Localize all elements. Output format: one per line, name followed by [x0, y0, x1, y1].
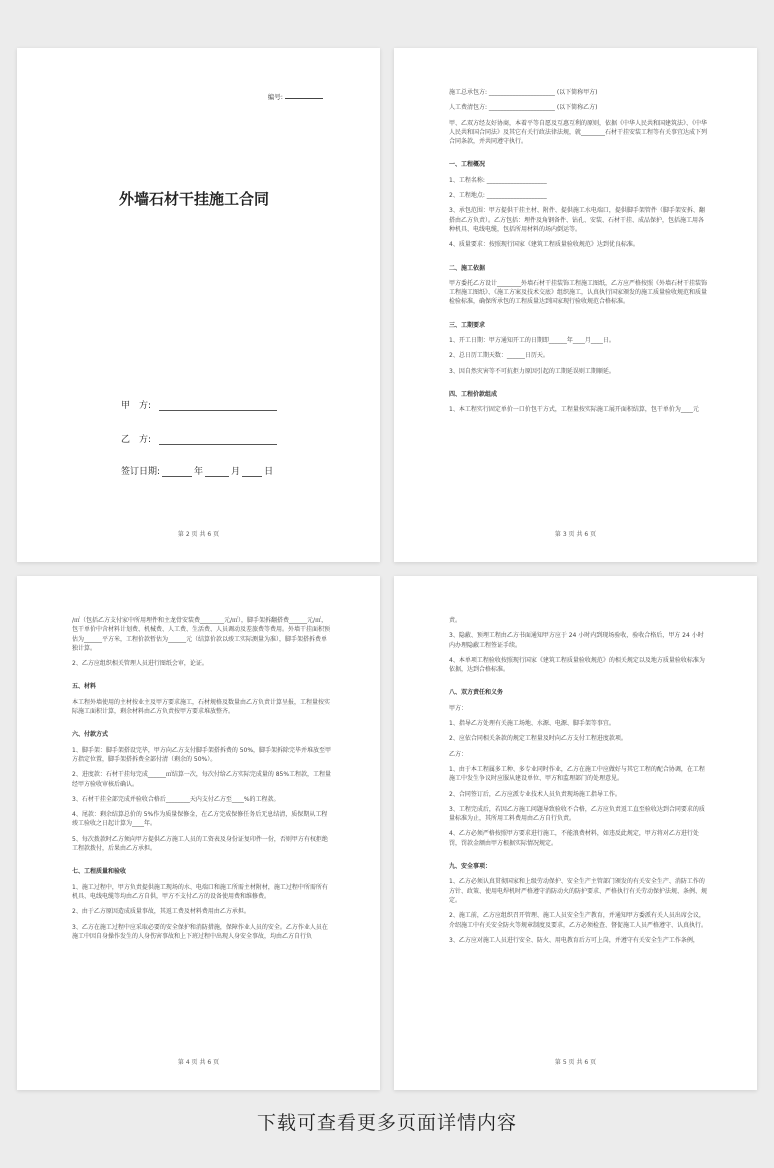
contract-number	[268, 92, 323, 101]
paragraph: 2、总日历工期天数：______日历天。	[449, 352, 549, 360]
paragraph: 2、进度款：石材干挂每完成______㎡结算一次，每次付给乙方实际完成量的 85%工程款，工程量经甲方验收审核后确认。	[72, 771, 332, 788]
party-b-label: 乙 方:	[121, 435, 152, 445]
paragraph: 4、本单项工程验收按照现行国家《建筑工程质量验收规范》的相关规定以及地方质量验收标准为依据，达到合格标准。	[449, 656, 705, 674]
paragraph: 2、乙方应组织相关管理人员进行图纸会审，论证。	[72, 660, 208, 668]
page-number: 第 5 页 共 6 页	[554, 1059, 597, 1066]
paragraph: 1、工程名称: ____________________	[449, 176, 547, 184]
download-caption: 下载可查看更多页面详情内容	[256, 1112, 517, 1134]
paragraph: 2、应依合同相关条款的规定工程量及时向乙方支付工程进度款项。	[449, 735, 627, 743]
month-label: 月	[231, 467, 241, 477]
paragraph: 甲方委托乙方设计________外墙石材干挂装饰工程施工图纸，乙方应严格按照《外墙石材干挂装饰工程施工图纸》、《施工方案及技术交底》组织施工，认真执行国家颁发的施工质量验收规范和质量检验标准，确保所承包的工程质量达到国家现行验收规范合格标准。	[449, 279, 708, 306]
section-heading: 三、工期要求	[449, 321, 486, 329]
section-heading: 二、施工依据	[449, 264, 486, 272]
sign-date-label: 签订日期:	[121, 467, 161, 477]
paragraph: 4、质量要求：按照现行国家《建筑工程质量验收规范》达到优良标准。	[449, 241, 639, 249]
paragraph: 施工总承包方: ______________________ (以下简称甲方)	[449, 89, 598, 96]
party-b-field	[121, 432, 277, 445]
paragraph: 2、施工前，乙方应组织召开管理、施工人员安全生产教育，并通知甲方委派有关人员出席会议，介绍施工中有关安全防火等规章制度及要求，乙方必须检查、督促施工人员严格遵守、认真执行。	[449, 912, 708, 929]
paragraph: 2、由于乙方原因造成质量事故，其返工费及材料费用由乙方承担。	[72, 908, 250, 916]
party-a-field	[121, 398, 277, 411]
section-heading: 四、工程价款组成	[449, 390, 498, 398]
page-5	[394, 576, 757, 1090]
party-a-label: 甲 方:	[121, 401, 152, 411]
paragraph: 4、乙方必须严格按照甲方要求进行施工，不能浪费材料，如违反此规定，甲方将对乙方进行处罚，罚款金额由甲方根据实际情况规定。	[449, 830, 699, 847]
contract-title: 外墙石材干挂施工合同	[119, 190, 270, 208]
section-heading: 五、材料	[72, 683, 97, 691]
paragraph: 责。	[449, 617, 462, 624]
paragraph: 1、由于本工程属多工种、多专业同时作业，乙方在施工中应做好与其它工程的配合协调，在工程施工中发生争议时应服从建设单位、甲方和监理部门的处理意见。	[449, 765, 705, 783]
paragraph: 3、隐蔽、预埋工程由乙方书面通知甲方应于 24 小时内到现场验收，验收合格后，甲方 24 小时内办理隐蔽工程签证手续。	[449, 632, 704, 649]
party-a-blank	[159, 402, 277, 411]
page-number: 第 4 页 共 6 页	[177, 1059, 220, 1066]
paragraph: 3、乙方应对施工人员进行安全、防火、用电教育后方可上岗，并遵守有关安全生产工作条例，	[449, 936, 699, 944]
paragraph: 4、尾款：剩余结算总价的 5%作为质量保修金，在乙方完成保修任务后无息结清，质保期从工程竣工验收之日起计算为____年。	[72, 811, 328, 828]
page-body	[72, 616, 332, 947]
page-body	[449, 616, 709, 951]
paragraph: 2、工程地点: ____________________	[449, 192, 547, 200]
section-heading: 八、双方责任和义务	[449, 689, 504, 697]
paragraph: 2、合同签订后，乙方应派专业技术人员负责现场施工指导工作。	[449, 790, 621, 798]
page-number: 第 3 页 共 6 页	[554, 531, 597, 538]
section-heading: 七、工程质量和验收	[72, 868, 127, 876]
paragraph: 3、承包范围：甲方提供干挂主材、附件、提供施工水电端口，提供脚手架管件（脚手架安拆、翻搭由乙方负责）。乙方包括：埋件及角钢备件、钻孔、安装、石材干挂、成品保护，包括施工用各种机具、电线电缆，包括所用材料的场内倒运等。	[449, 207, 705, 233]
paragraph: 甲、乙双方经友好协商，本着平等自愿及互惠互利的原则，依据《中华人民共和国建筑法》、《中华人民共和国合同法》及其它有关行政法律法规，就________石材干挂安装工程等有关事宜达成下列合同条款，并共同遵守执行。	[449, 119, 708, 146]
section-heading: 六、付款方式	[72, 731, 109, 739]
contract-number-blank	[285, 93, 323, 99]
paragraph: 甲方：	[449, 704, 468, 712]
paragraph: 1、指导乙方处理有关施工场地、水源、电源、脚手架等事宜。	[449, 720, 615, 728]
page-3	[394, 48, 757, 562]
section-heading: 九、安全事项：	[449, 863, 492, 871]
day-blank	[242, 468, 262, 477]
party-b-blank	[159, 436, 277, 445]
paragraph: 人工费清包方: ______________________ (以下简称乙方)	[449, 104, 598, 112]
sign-date-field	[121, 464, 273, 477]
paragraph: /㎡（包括乙方支付家中所用埋件和主龙骨安装费________元/㎡），脚手架拆翻搭费______元/㎡，包干单价中含材料计划费、机械费、人工费、生活费、人员调动及差旅费等费用。外墙干挂面积预估为______平方米，工程价款暂估为______元（结算价款以竣工实际测量为准），脚手架搭拆费单独计算。	[72, 617, 331, 652]
year-label: 年	[194, 467, 204, 477]
paragraph: 1、乙方必须认真贯彻国家和上级劳动保护、安全生产主管部门颁发的有关安全生产、消防工作的方针、政策、使用电焊机时严格遵守消防动火的防护要求、严格执行有关劳动保护法规、条例、规定。	[449, 878, 708, 904]
paragraph: 乙方：	[449, 750, 468, 758]
paragraph: 3、因自然灾害等不可抗拒力原因引起的工期延误则工期顺延。	[449, 367, 615, 375]
paragraph: 3、石材干挂全部完成并验收合格后________天内支付乙方至____%的工程款。	[72, 795, 280, 803]
paragraph: 3、工程完成后，若因乙方施工问题导致验收不合格，乙方应负责返工直至验收达到合同要求的质量标准为止，其所用工料费用由乙方自行负责。	[449, 805, 705, 823]
paragraph: 1、本工程实行固定单价一口价包干方式，工程量按实际施工展开面积结算，包干单价为____元	[449, 406, 699, 414]
month-blank	[205, 468, 229, 477]
paragraph: 3、乙方在施工过程中应采取必要的安全保护和消防措施，保障作业人员的安全。乙方作业人员在施工中因自身操作发生的人身伤害事故和上下班过程中出现人身安全事故，均由乙方自行负	[72, 923, 328, 940]
page-number: 第 2 页 共 6 页	[177, 531, 220, 538]
paragraph: 1、开工日期：甲方通知开工的日期即______年____月____日。	[449, 337, 615, 345]
section-heading: 一、工程概况	[449, 161, 486, 169]
year-blank	[162, 468, 192, 477]
paragraph: 本工程外墙使用的主材按业主及甲方要求施工，石材规格及数量由乙方负责计算呈报，工程量按实际施工面积计算，剩余材料由乙方负责按甲方要求堆放整齐。	[72, 698, 331, 716]
page-cover	[17, 48, 380, 562]
paragraph: 5、每次拨款时乙方须向甲方提供乙方施工人员的工资表及身份证复印件一份，否则甲方有权拒绝工程款拨付，后果由乙方承担。	[72, 835, 328, 853]
paragraph: 1、施工过程中，甲方负责提供施工现场的水、电端口和施工所需主材附材，施工过程中所需所有机具、电线电缆等均由乙方自供，甲方不支付乙方的设备使用费和维修费。	[72, 883, 328, 900]
contract-number-label: 编号:	[267, 93, 283, 101]
page-body	[449, 88, 709, 421]
page-4	[17, 576, 380, 1090]
day-label: 日	[264, 467, 274, 477]
paragraph: 1、脚手架：脚手架搭设完毕，甲方向乙方支付脚手架搭拆费的 50%，脚手架拆除完毕并堆放至甲方指定位置，脚手架搭拆费全部付清（剩余的 50%）。	[72, 746, 332, 763]
